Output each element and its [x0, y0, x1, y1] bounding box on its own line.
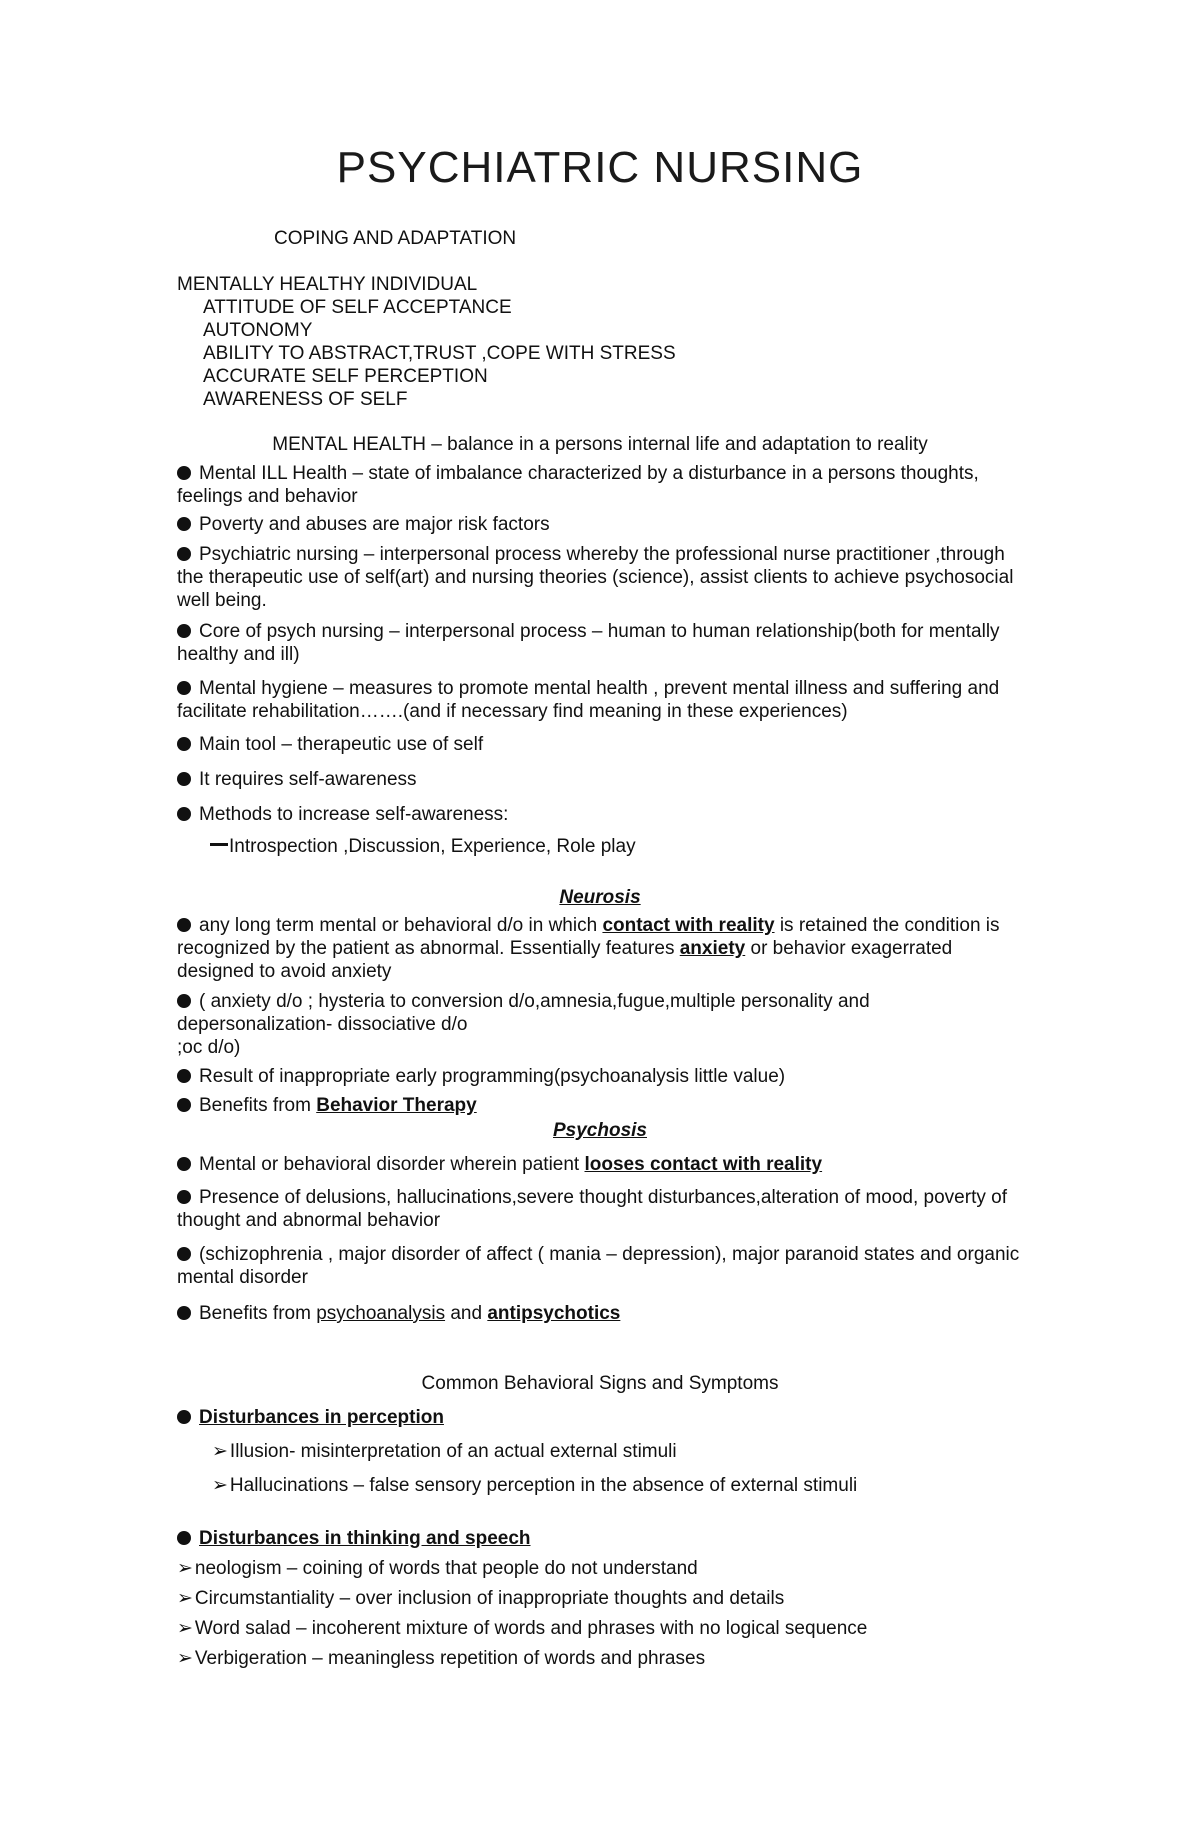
- healthy-heading: MENTALLY HEALTHY INDIVIDUAL: [177, 274, 478, 295]
- bullet-icon: [177, 547, 191, 561]
- healthy-item: ATTITUDE OF SELF ACCEPTANCE: [203, 297, 512, 318]
- psychosis-heading: Psychosis: [553, 1120, 647, 1141]
- bullet-icon: [177, 1069, 191, 1083]
- list-item: (schizophrenia , major disorder of affect ( mania – depression), major paranoid states and organic mental disorder: [177, 1244, 1020, 1288]
- bullet-icon: [177, 624, 191, 638]
- list-item: It requires self-awareness: [177, 768, 1027, 791]
- methods-sub-item: Introspection ,Discussion, Experience, Role play: [210, 835, 1060, 858]
- list-item: Disturbances in thinking and speech: [177, 1527, 1027, 1550]
- arrow-bullet-icon: ➢: [177, 1587, 193, 1609]
- list-item: Result of inappropriate early programming(psychoanalysis little value): [177, 1065, 1027, 1088]
- list-item: Benefits from Behavior Therapy: [177, 1094, 1027, 1117]
- arrow-bullet-icon: ➢: [212, 1440, 228, 1462]
- bullet-icon: [177, 737, 191, 751]
- arrow-bullet-icon: ➢: [212, 1474, 228, 1496]
- list-item: ➢ Hallucinations – false sensory perception in the absence of external stimuli: [212, 1474, 858, 1496]
- healthy-item: ABILITY TO ABSTRACT,TRUST ,COPE WITH STRESS: [203, 343, 676, 364]
- list-item: Mental or behavioral disorder wherein patient looses contact with reality: [177, 1153, 1027, 1176]
- bullet-icon: [177, 1157, 191, 1171]
- list-item: any long term mental or behavioral d/o in which contact with reality is retained the condition is recognized by the patient as abnormal. Essentially features anxiety or behavior exagerrated designed to avoid anxiety: [177, 915, 1000, 982]
- bullet-icon: [177, 1247, 191, 1261]
- bullet-icon: [177, 1098, 191, 1112]
- list-item: Presence of delusions, hallucinations,severe thought disturbances,alteration of mood, poverty of thought and abnormal behavior: [177, 1187, 1007, 1231]
- healthy-item: AWARENESS OF SELF: [203, 389, 408, 410]
- arrow-bullet-icon: ➢: [177, 1557, 193, 1579]
- list-item: Benefits from psychoanalysis and antipsychotics: [177, 1302, 1027, 1325]
- bullet-icon: [177, 681, 191, 695]
- section-subtitle: COPING AND ADAPTATION: [274, 228, 517, 249]
- list-item: Main tool – therapeutic use of self: [177, 733, 1027, 756]
- bullet-icon: [177, 517, 191, 531]
- bullet-icon: [177, 772, 191, 786]
- list-item: ➢ Word salad – incoherent mixture of words and phrases with no logical sequence: [177, 1617, 868, 1639]
- list-item: Disturbances in perception: [177, 1406, 1027, 1429]
- bullet-icon: [177, 1410, 191, 1424]
- bullet-icon: [177, 466, 191, 480]
- arrow-bullet-icon: ➢: [177, 1647, 193, 1669]
- page-title: PSYCHIATRIC NURSING: [336, 143, 864, 192]
- list-item: ➢ Verbigeration – meaningless repetition of words and phrases: [177, 1647, 706, 1669]
- arrow-bullet-icon: ➢: [177, 1617, 193, 1639]
- list-item: Core of psych nursing – interpersonal process – human to human relationship(both for mentally healthy and ill): [177, 621, 1000, 665]
- list-item: Methods to increase self-awareness:: [177, 803, 1027, 826]
- bullet-icon: [177, 807, 191, 821]
- neurosis-heading: Neurosis: [559, 887, 641, 908]
- healthy-item: ACCURATE SELF PERCEPTION: [203, 366, 488, 387]
- list-item: Mental ILL Health – state of imbalance characterized by a disturbance in a persons thoughts, feelings and behavior: [177, 463, 979, 507]
- dash-icon: [210, 843, 228, 846]
- bullet-icon: [177, 1531, 191, 1545]
- list-item-continuation: ;oc d/o): [177, 1037, 241, 1058]
- signs-heading: Common Behavioral Signs and Symptoms: [421, 1373, 779, 1394]
- healthy-item: AUTONOMY: [203, 320, 313, 341]
- list-item: ( anxiety d/o ; hysteria to conversion d/o,amnesia,fugue,multiple personality and depersonalization- dissociative d/o: [177, 991, 870, 1035]
- list-item: Poverty and abuses are major risk factors: [177, 513, 1027, 536]
- list-item: Mental hygiene – measures to promote mental health , prevent mental illness and suffering and facilitate rehabilitation…….(and if necessary find meaning in these experiences): [177, 678, 1000, 722]
- list-item: ➢ Illusion- misinterpretation of an actual external stimuli: [212, 1440, 677, 1462]
- list-item: ➢ Circumstantiality – over inclusion of inappropriate thoughts and details: [177, 1587, 785, 1609]
- bullet-icon: [177, 994, 191, 1008]
- bullet-icon: [177, 918, 191, 932]
- mental-health-definition: MENTAL HEALTH – balance in a persons internal life and adaptation to reality: [272, 434, 928, 455]
- bullet-icon: [177, 1306, 191, 1320]
- list-item: Psychiatric nursing – interpersonal process whereby the professional nurse practitioner ,through the therapeutic use of self(art) and nursing theories (science), assist clients to achieve psychosocial well being.: [177, 544, 1014, 611]
- list-item: ➢ neologism – coining of words that people do not understand: [177, 1557, 698, 1579]
- bullet-icon: [177, 1190, 191, 1204]
